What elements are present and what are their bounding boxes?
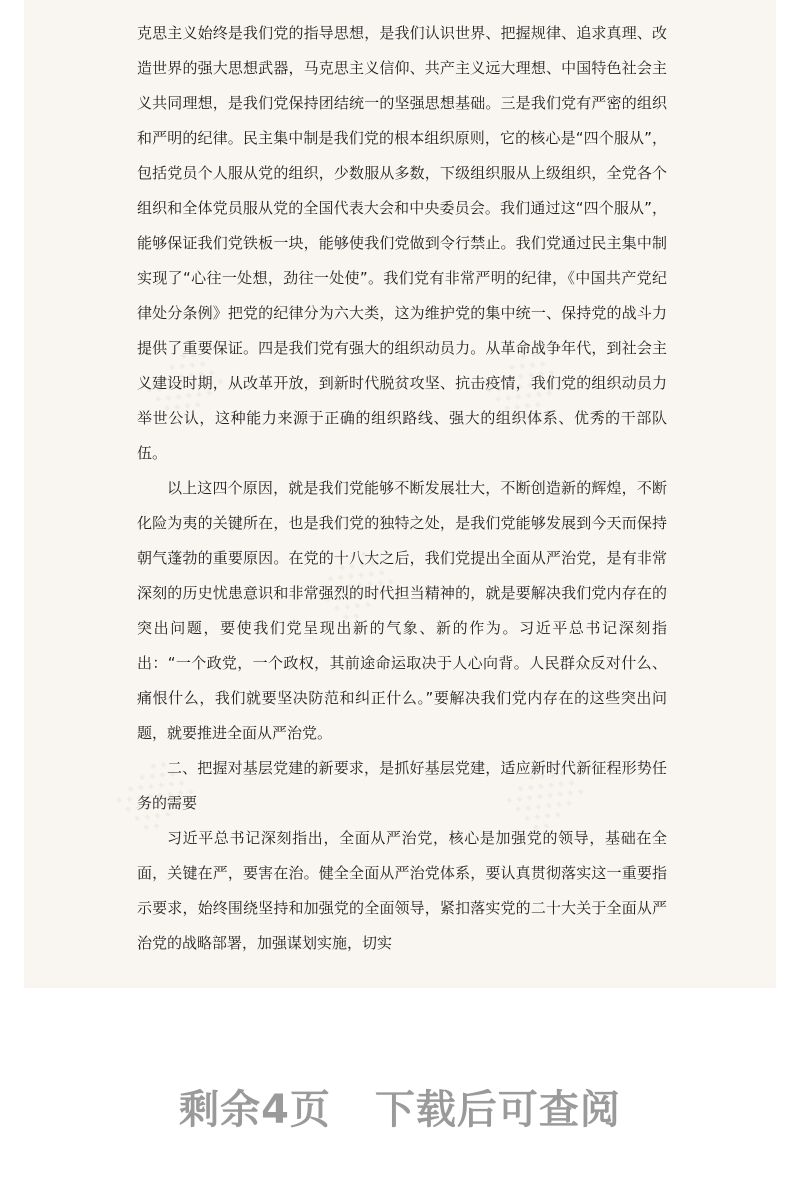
download-banner[interactable] bbox=[0, 1078, 800, 1138]
paragraph: 以上这四个原因，就是我们党能够不断发展壮大，不断创造新的辉煌，不断化险为夷的关键所在，也是我们党的独特之处，是我们党能够发展到今天而保持朝气蓬勃的重要原因。在党的十八大之后，我们党提出全面从严治党，是有非常深刻的历史忧患意识和非常强烈的时代担当精神的，就是要解决我们党内存在的突出问题，要使我们党呈现出新的气象、新的作为。习近平总书记深刻指出：“一个政党，一个政权，其前途命运取决于人心向背。人民群众反对什么、痛恨什么，我们就要坚决防范和纠正什么。”要解决我们党内存在的这些突出问题，就要推进全面从严治党。 bbox=[137, 479, 667, 742]
document-page bbox=[24, 0, 776, 988]
paragraph-continuation: 克思主义始终是我们党的指导思想，是我们认识世界、把握规律、追求真理、改造世界的强大思想武器，马克思主义信仰、共产主义远大理想、中国特色社会主义共同理想，是我们党保持团结统一的坚强思想基础。三是我们党有严密的组织和严明的纪律。民主集中制是我们党的根本组织原则，它的核心是“四个服从”，包括党员个人服从党的组织，少数服从多数，下级组织服从上级组织，全党各个组织和全体党员服从党的全国代表大会和中央委员会。我们通过这“四个服从”，能够保证我们党铁板一块，能够使我们党做到令行禁止。我们党通过民主集中制实现了“心往一处想，劲往一处使”。我们党有非常严明的纪律，《中国共产党纪律处分条例》把党的纪律分为六大类，这为维护党的集中统一、保持党的战斗力提供了重要保证。四是我们党有强大的组织动员力。从革命战争年代，到社会主义建设时期，从改革开放，到新时代脱贫攻坚、抗击疫情，我们党的组织动员力举世公认，这种能力来源于正确的组织路线、强大的组织体系、优秀的干部队伍。 bbox=[137, 24, 667, 462]
paragraph: 习近平总书记深刻指出，全面从严治党，核心是加强党的领导，基础在全面，关键在严，要害在治。健全全面从严治党体系，要认真贯彻落实这一重要指示要求，始终围绕坚持和加强党的全面领导，紧扣落实党的二十大关于全面从严治党的战略部署，加强谋划实施，切实 bbox=[137, 829, 667, 952]
section-heading: 二、把握对基层党建的新要求，是抓好基层党建，适应新时代新征程形势任务的需要 bbox=[137, 759, 667, 812]
document-body bbox=[137, 16, 667, 961]
download-prompt-label: 下载后可查阅 bbox=[374, 1087, 621, 1133]
remaining-pages-label: 剩余4页 bbox=[179, 1087, 331, 1133]
